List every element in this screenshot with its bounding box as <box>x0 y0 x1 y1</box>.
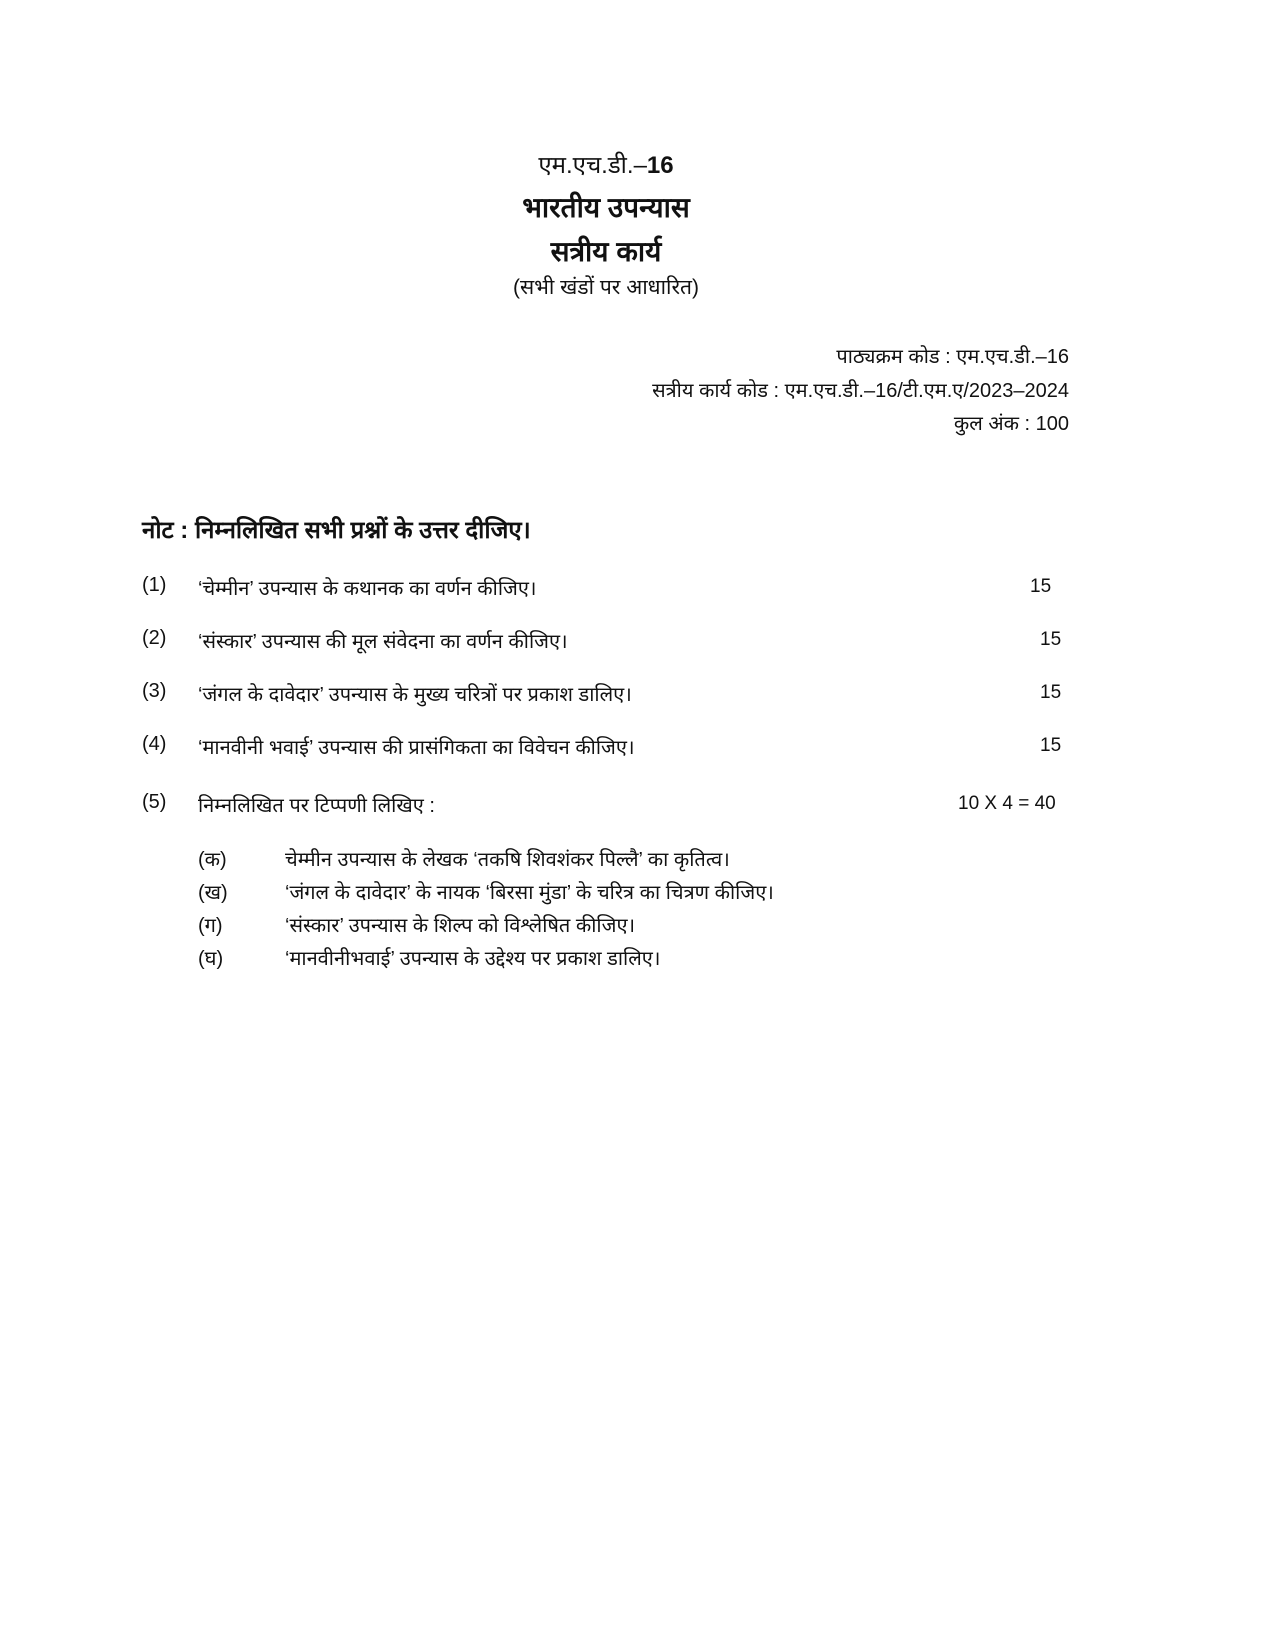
question-number: (4) <box>142 733 167 755</box>
assignment-code-line: सत्रीय कार्य कोड : एम.एच.डी.–16/टी.एम.ए/2023–2024 <box>652 380 1069 402</box>
sub-question-label: (ग) <box>198 915 223 937</box>
course-title: भारतीय उपन्यास <box>522 192 690 223</box>
question-marks: 15 <box>1040 682 1062 703</box>
question-marks: 10 X 4 = 40 <box>958 793 1056 814</box>
question-number: (3) <box>142 680 167 702</box>
course-code-number: 16 <box>646 152 674 179</box>
question-number: (1) <box>142 574 167 596</box>
instruction-note: नोट : निम्नलिखित सभी प्रश्नों के उत्तर दीजिए। <box>142 517 531 544</box>
question-text: ‘जंगल के दावेदार’ उपन्यास के मुख्य चरित्रों पर प्रकाश डालिए। <box>198 684 632 706</box>
sub-question-text: ‘संस्कार’ उपन्यास के शिल्प को विश्लेषित कीजिए। <box>285 915 636 937</box>
question-text: ‘संस्कार’ उपन्यास की मूल संवेदना का वर्णन कीजिए। <box>198 631 568 653</box>
sub-question-label: (घ) <box>198 948 224 970</box>
assignment-title: सत्रीय कार्य <box>550 236 662 267</box>
assignment-basis: (सभी खंडों पर आधारित) <box>512 276 700 299</box>
question-number: (5) <box>142 791 167 813</box>
total-marks-line: कुल अंक : 100 <box>953 413 1069 435</box>
question-marks: 15 <box>1040 735 1062 756</box>
question-text: ‘चेम्मीन’ उपन्यास के कथानक का वर्णन कीजिए। <box>198 578 537 600</box>
sub-question-text: ‘मानवीनीभवाई’ उपन्यास के उद्देश्य पर प्रकाश डालिए। <box>285 948 661 970</box>
course-code-prefix: एम.एच.डी.– <box>538 152 647 179</box>
sub-question-text: चेम्मीन उपन्यास के लेखक ‘तकषि शिवशंकर पिल्लै’ का कृतित्व। <box>285 849 730 871</box>
question-marks: 15 <box>1040 629 1062 650</box>
sub-question-label: (क) <box>198 849 227 871</box>
question-marks: 15 <box>1030 576 1052 597</box>
question-text: ‘मानवीनी भवाई’ उपन्यास की प्रासंगिकता का विवेचन कीजिए। <box>198 737 635 759</box>
course-code-heading <box>0 148 1212 181</box>
sub-question-text: ‘जंगल के दावेदार’ के नायक ‘बिरसा मुंडा’ के चरित्र का चित्रण कीजिए। <box>285 882 774 904</box>
course-code-line: पाठ्यक्रम कोड : एम.एच.डी.–16 <box>836 346 1069 368</box>
sub-question-label: (ख) <box>198 882 228 904</box>
question-text: निम्नलिखित पर टिप्पणी लिखिए : <box>198 795 435 817</box>
question-number: (2) <box>142 627 167 649</box>
